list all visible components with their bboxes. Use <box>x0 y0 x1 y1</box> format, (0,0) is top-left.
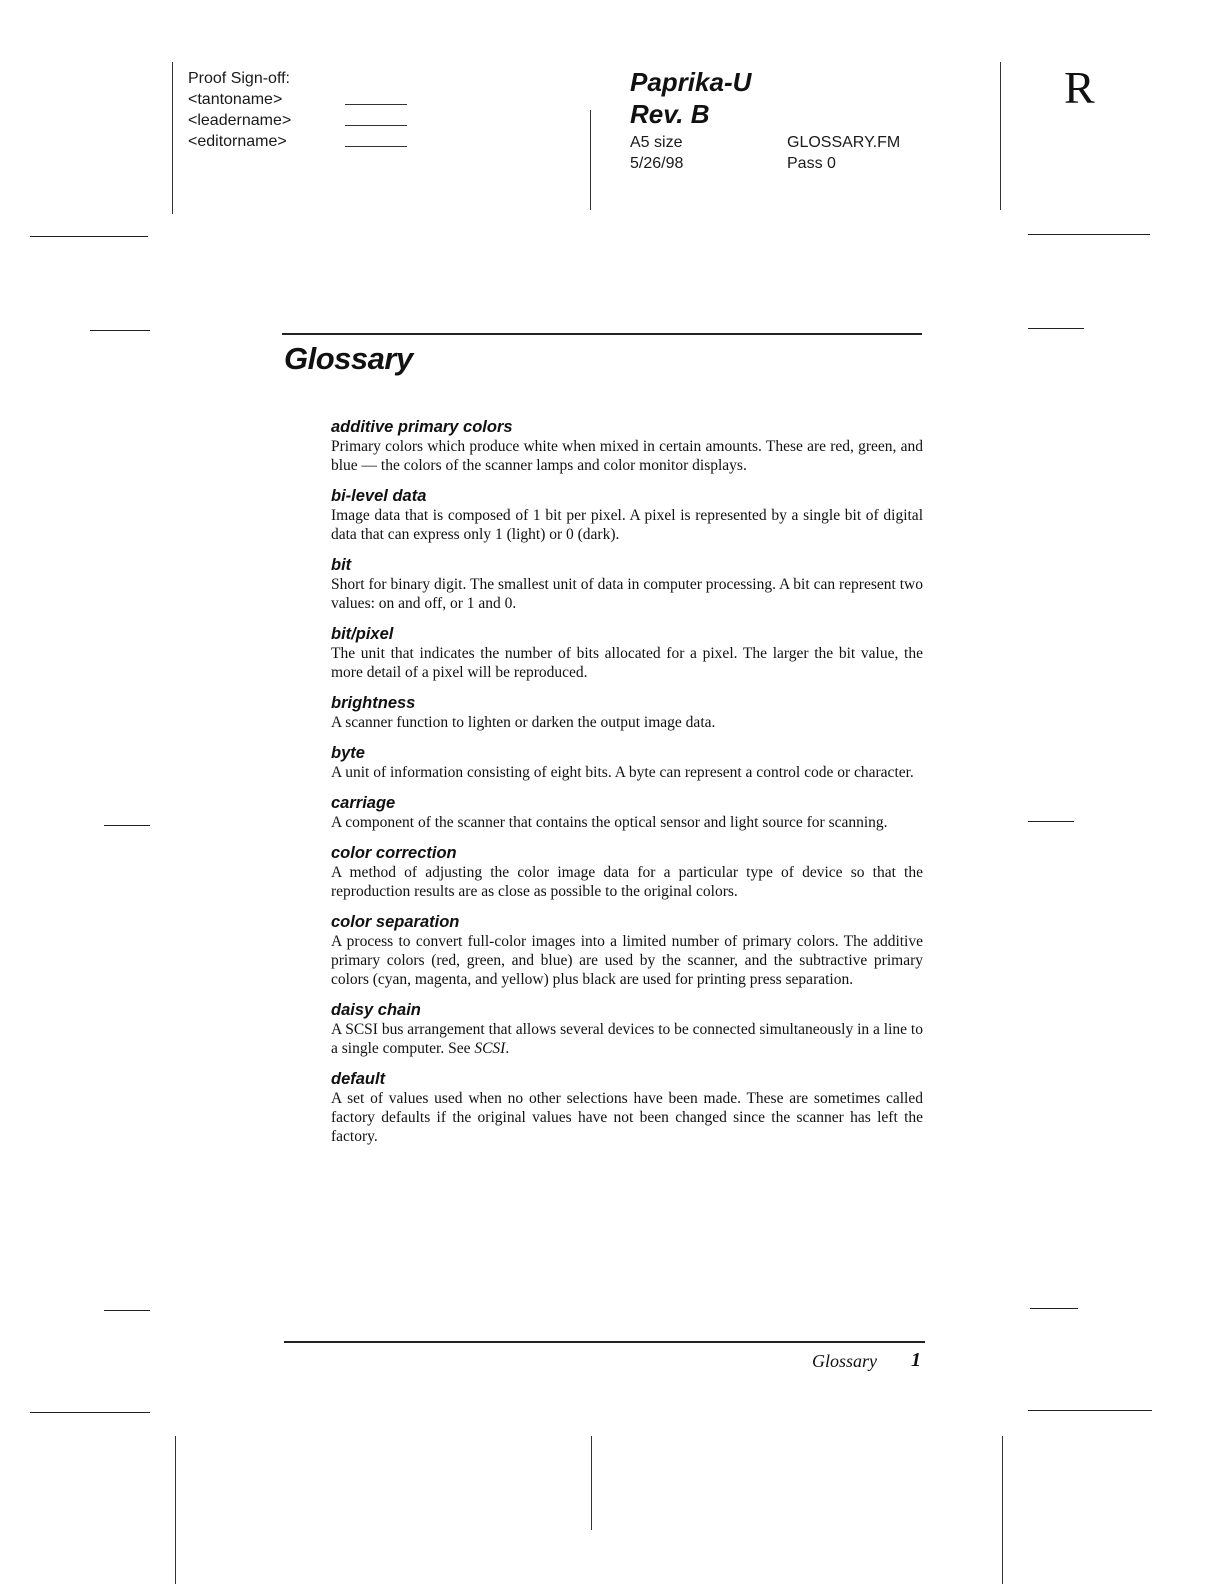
glossary-definition: Short for binary digit. The smallest unit of data in computer processing. A bit can represent two values: on and off, or 1 and 0. <box>331 576 923 612</box>
glossary-definition: A component of the scanner that contains the optical sensor and light source for scanning. <box>331 814 888 831</box>
glossary-entry <box>331 743 923 782</box>
glossary-definition: Primary colors which produce white when mixed in certain amounts. These are red, green, and blue — the colors of the scanner lamps and color monitor displays. <box>331 438 923 474</box>
glossary-term: bit <box>331 556 352 574</box>
side-mark-left-1 <box>90 330 150 331</box>
definition-period: . <box>505 1040 510 1057</box>
crop-mark-vertical-top-right <box>1000 62 1001 210</box>
signoff-row-tanto <box>188 89 407 110</box>
glossary-entry <box>331 693 923 732</box>
glossary-entry <box>331 486 923 544</box>
glossary-definition: A unit of information consisting of eight bits. A byte can represent a control code or character. <box>331 764 914 781</box>
glossary-entry <box>331 555 923 613</box>
corner-mark: R <box>1064 62 1095 113</box>
signoff-row-editor <box>188 131 407 152</box>
crop-mark-vertical-bottom-center <box>591 1436 592 1530</box>
signoff-line-leader <box>345 125 407 126</box>
footer-rule <box>284 1341 925 1343</box>
meta-pass: Pass 0 <box>787 155 836 172</box>
signoff-label-editor: <editorname> <box>188 133 287 150</box>
glossary-term: brightness <box>331 694 416 712</box>
side-mark-right-2 <box>1028 821 1074 822</box>
glossary-definition: The unit that indicates the number of bits allocated for a pixel. The larger the bit value, the more detail of a pixel will be reproduced. <box>331 645 923 681</box>
glossary-term: byte <box>331 744 365 762</box>
glossary-entry <box>331 624 923 682</box>
crop-mark-top-left <box>30 236 148 237</box>
glossary-term: additive primary colors <box>331 418 513 436</box>
side-mark-right-1 <box>1028 328 1084 329</box>
signoff-row-leader <box>188 110 407 131</box>
glossary-definition: A process to convert full-color images into a limited number of primary colors. The additive primary colors (red, green, and blue) are used by the scanner, and the subtractive primary colors (cyan, magenta, and yellow) plus black are used for printing press separation. <box>331 933 923 988</box>
glossary-term: color correction <box>331 844 457 862</box>
meta-file: GLOSSARY.FM <box>787 134 901 151</box>
glossary-term: default <box>331 1070 386 1088</box>
project-block <box>630 66 751 130</box>
glossary-definition: A method of adjusting the color image data for a particular type of device so that the reproduction results are as close as possible to the original colors. <box>331 864 923 900</box>
glossary-list <box>331 417 923 1157</box>
project-name: Paprika-U <box>630 67 752 97</box>
glossary-definition <box>331 1020 923 1058</box>
cross-reference-link[interactable]: SCSI <box>474 1040 506 1057</box>
signoff-label-leader: <leadername> <box>188 112 292 129</box>
meta-date: 5/26/98 <box>630 155 684 172</box>
glossary-term: daisy chain <box>331 1001 421 1019</box>
glossary-term: bit/pixel <box>331 625 394 643</box>
side-mark-left-3 <box>104 1310 150 1311</box>
signoff-line-tanto <box>345 104 407 105</box>
project-revision: Rev. B <box>630 99 710 129</box>
glossary-entry <box>331 1000 923 1058</box>
glossary-definition: A scanner function to lighten or darken the output image data. <box>331 714 716 731</box>
crop-mark-bottom-left <box>30 1412 150 1413</box>
glossary-entry <box>331 417 923 475</box>
glossary-entry <box>331 912 923 989</box>
side-mark-left-2 <box>104 825 150 826</box>
glossary-definition: Image data that is composed of 1 bit per pixel. A pixel is represented by a single bit of digital data that can express only 1 (light) or 0 (dark). <box>331 507 923 543</box>
crop-mark-vertical-top-center <box>590 110 591 210</box>
proof-signoff <box>188 68 407 152</box>
glossary-term: carriage <box>331 794 396 812</box>
glossary-entry <box>331 1069 923 1146</box>
glossary-entry <box>331 843 923 901</box>
signoff-label-tanto: <tantoname> <box>188 91 283 108</box>
glossary-entry <box>331 793 923 832</box>
footer-section-title: Glossary <box>812 1351 878 1371</box>
signoff-title: Proof Sign-off: <box>188 70 290 87</box>
side-mark-right-3 <box>1030 1308 1078 1309</box>
crop-mark-vertical-bottom-left <box>175 1436 176 1584</box>
definition-text: A SCSI bus arrangement that allows several devices to be connected simultaneously in a line to a single computer. See <box>331 1021 923 1057</box>
meta-size: A5 size <box>630 134 683 151</box>
signoff-line-editor <box>345 146 407 147</box>
crop-mark-bottom-right <box>1028 1410 1152 1411</box>
glossary-term: color separation <box>331 913 460 931</box>
page-number: 1 <box>911 1349 921 1371</box>
crop-mark-vertical-top-left <box>172 62 173 214</box>
page-title: Glossary <box>284 341 413 376</box>
crop-mark-top-right <box>1028 234 1150 235</box>
glossary-term: bi-level data <box>331 487 427 505</box>
title-rule <box>282 333 922 335</box>
glossary-definition: A set of values used when no other selections have been made. These are sometimes called factory defaults if the original values have not been changed since the scanner has left the factory. <box>331 1090 923 1145</box>
crop-mark-vertical-bottom-right <box>1002 1436 1003 1584</box>
